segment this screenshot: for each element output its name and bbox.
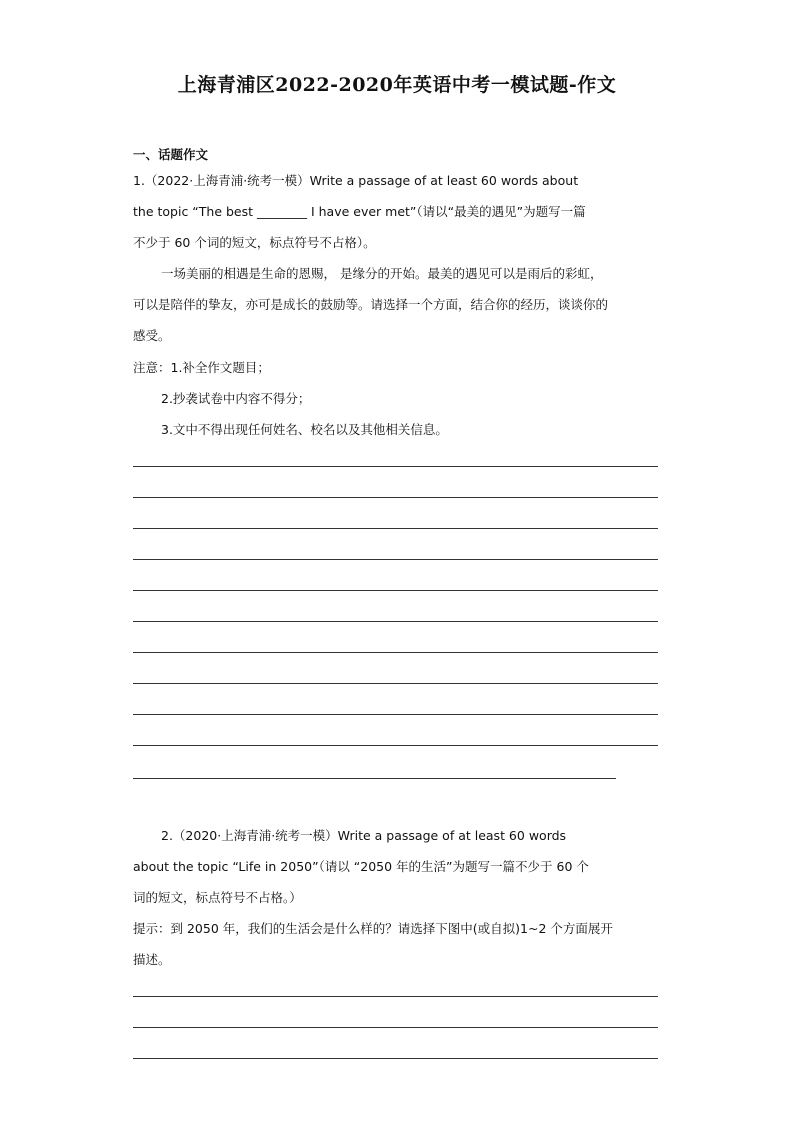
q2-answer-line[interactable] xyxy=(133,996,658,997)
q1-note-1: 注意：1.补全作文题目； xyxy=(133,360,270,375)
q1-prompt-line-2: the topic “The best ________ I have ever met”（请以“最美的遇见”为题写一篇 xyxy=(133,204,586,219)
q1-answer-line[interactable] xyxy=(133,652,658,653)
q1-answer-line[interactable] xyxy=(133,497,658,498)
q1-prompt-line-3: 不少于 60 个词的短文，标点符号不占格）。 xyxy=(133,235,376,250)
q1-note-3: 3.文中不得出现任何姓名、校名以及其他相关信息。 xyxy=(161,422,448,437)
q2-answer-line[interactable] xyxy=(133,1058,658,1059)
q2-hint-line-1: 提示：到 2050 年，我们的生活会是什么样的？请选择下图中(或自拟)1~2 个方面展开 xyxy=(133,921,613,936)
q1-answer-line[interactable] xyxy=(133,714,658,715)
q1-paragraph-line-2: 可以是陪伴的挚友，亦可是成长的鼓励等。请选择一个方面，结合你的经历，谈谈你的 xyxy=(133,297,609,312)
q2-hint-line-2: 描述。 xyxy=(133,952,171,967)
q1-note-2: 2.抄袭试卷中内容不得分； xyxy=(161,391,311,406)
q2-answer-line[interactable] xyxy=(133,1027,658,1028)
q2-prompt-line-2: about the topic “Life in 2050”（请以 “2050 年的生活”为题写一篇不少于 60 个 xyxy=(133,859,589,874)
q1-answer-line[interactable] xyxy=(133,590,658,591)
q2-prompt-line-1: 2.（2020·上海青浦·统考一模）Write a passage of at least 60 words xyxy=(161,828,567,843)
page-title: 上海青浦区2022-2020年英语中考一模试题-作文 xyxy=(177,74,617,96)
q2-prompt-line-3: 词的短文，标点符号不占格。） xyxy=(133,890,302,905)
q1-answer-line[interactable] xyxy=(133,745,658,746)
q1-paragraph-line-3: 感受。 xyxy=(133,328,171,343)
q1-answer-line[interactable] xyxy=(133,466,658,467)
q1-answer-line[interactable] xyxy=(133,559,658,560)
q1-prompt-line-1: 1.（2022·上海青浦·统考一模）Write a passage of at least 60 words about xyxy=(133,173,579,188)
q1-answer-line[interactable] xyxy=(133,621,658,622)
q1-answer-line[interactable] xyxy=(133,778,616,779)
q1-answer-line[interactable] xyxy=(133,683,658,684)
section-heading: 一、话题作文 xyxy=(133,147,209,162)
q1-answer-line[interactable] xyxy=(133,528,658,529)
q1-paragraph-line-1: 一场美丽的相遇是生命的恩赐， 是缘分的开始。最美的遇见可以是雨后的彩虹， xyxy=(161,266,603,281)
